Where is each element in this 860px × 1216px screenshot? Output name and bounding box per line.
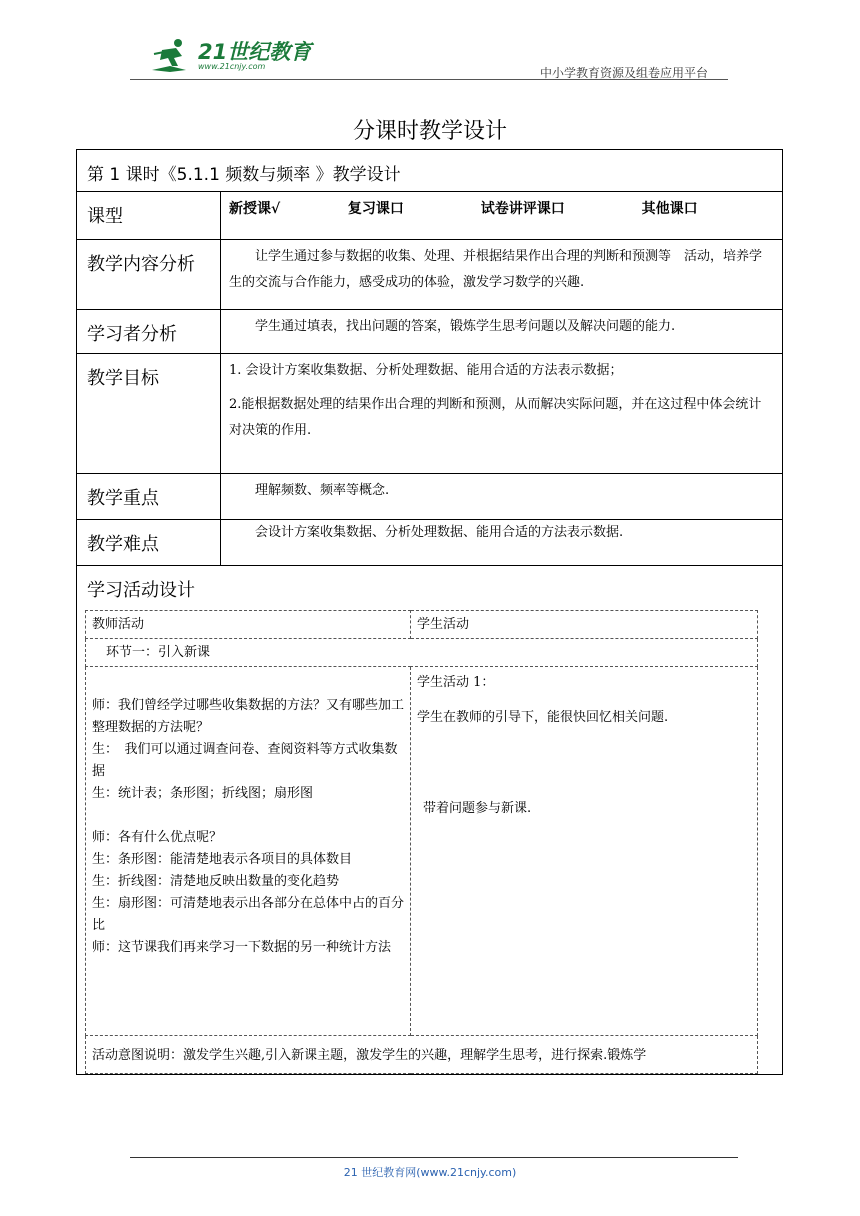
- student-activity-text-2: 带着问题参与新课.: [423, 801, 532, 816]
- activity-label: 学习活动设计: [87, 580, 195, 601]
- course-type-other: 其他课口: [641, 201, 698, 217]
- goals-label: 教学目标: [87, 368, 159, 389]
- student-activity-text-1: 学生在教师的引导下，能很快回忆相关问题.: [417, 710, 669, 725]
- lesson-title-cell: [77, 150, 783, 192]
- logo-text: 21世纪教育: [198, 40, 312, 64]
- course-type-exam: 试卷讲评课口: [480, 201, 565, 217]
- footer-divider: [130, 1157, 738, 1158]
- goal-item-2: 2.能根据数据处理的结果作出合理的判断和预测，从而解决实际问题，并在这过程中体会统计对决策的作用.: [229, 397, 762, 438]
- course-type-new: 新授课√: [229, 201, 281, 217]
- course-type-review: 复习课口: [347, 201, 404, 217]
- teacher-line: 师：我们曾经学过哪些收集数据的方法？又有哪些加工整理数据的方法呢？: [92, 698, 405, 735]
- activity-intent: 活动意图说明：激发学生兴趣,引入新课主题，激发学生的兴趣，理解学生思考，进行探索.锻炼学: [86, 1036, 758, 1074]
- teacher-line: 生：扇形图：可清楚地表示出各部分在总体中占的百分比: [92, 896, 405, 933]
- platform-name: 中小学教育资源及组卷应用平台: [540, 66, 709, 80]
- student-header: 学生活动: [411, 611, 758, 639]
- student-activity-cell: [411, 667, 758, 1036]
- page-title: 分课时教学设计: [352, 119, 507, 144]
- teacher-line: 生： 我们可以通过调查问卷、查阅资料等方式收集数据: [92, 742, 398, 779]
- content-analysis-label: 教学内容分析: [87, 254, 195, 275]
- learner-analysis-label: 学习者分析: [87, 324, 177, 345]
- student-activity-title: 学生活动 1：: [417, 675, 495, 690]
- goal-item-1: 1. 会设计方案收集数据、分析处理数据、能用合适的方法表示数据；: [229, 363, 623, 378]
- teacher-line: 师：这节课我们再来学习一下数据的另一种统计方法: [92, 940, 392, 955]
- teacher-line: 生：折线图：清楚地反映出数量的变化趋势: [92, 874, 340, 889]
- header-divider: [130, 79, 728, 80]
- footer-link[interactable]: 21 世纪教育网(www.21cnjy.com): [343, 1166, 517, 1179]
- course-type-label: 课型: [87, 206, 123, 227]
- content-analysis-text: 让学生通过参与数据的收集、处理、并根据结果作出合理的判断和预测等 活动，培养学生的交流与合作能力，感受成功的体验，激发学习数学的兴趣.: [229, 249, 763, 290]
- course-type-options: [221, 192, 782, 218]
- learner-analysis-text: 学生通过填表，找出问题的答案，锻炼学生思考问题以及解决问题的能力.: [255, 319, 676, 334]
- logo-url: www.21cnjy.com: [198, 62, 266, 71]
- section-1-title: 环节一：引入新课: [86, 639, 758, 667]
- activity-table: [85, 610, 758, 1074]
- teacher-line: 生：条形图：能清楚地表示各项目的具体数目: [92, 852, 353, 867]
- lesson-table: [76, 149, 783, 1075]
- teacher-line-spacer: [92, 805, 404, 827]
- lesson-title: 第 1 课时《5.1.1 频数与频率 》教学设计: [87, 165, 401, 185]
- teacher-activity-text: [92, 669, 404, 959]
- teacher-line: 师：各有什么优点呢？: [92, 830, 223, 845]
- teacher-activity-cell: [86, 667, 411, 1036]
- key-point-text: 理解频数、频率等概念.: [255, 483, 390, 498]
- difficulty-label: 教学难点: [87, 534, 159, 555]
- difficulty-text: 会设计方案收集数据、分析处理数据、能用合适的方法表示数据.: [255, 525, 624, 540]
- key-point-label: 教学重点: [87, 488, 159, 509]
- teacher-line: 生：统计表；条形图；折线图；扇形图: [92, 786, 314, 801]
- teacher-header: 教师活动: [86, 611, 411, 639]
- logo-runner-icon: [148, 36, 198, 76]
